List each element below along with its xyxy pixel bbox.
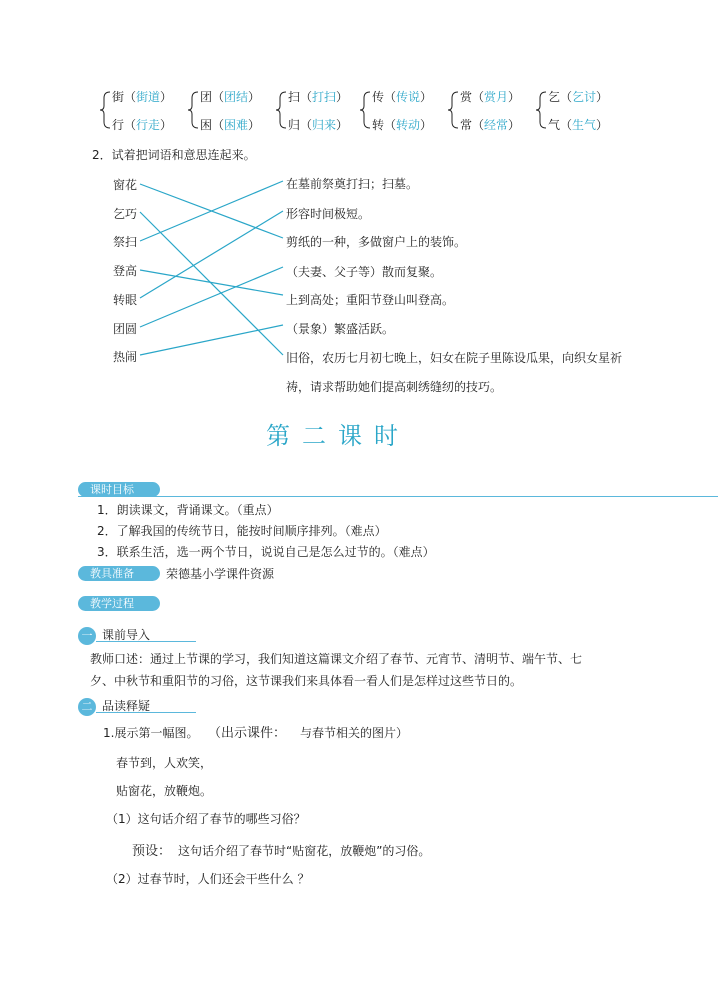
match-word: 团圆 — [113, 321, 138, 336]
process-label: 教学过程 — [78, 596, 160, 611]
top-word: 打扫 — [312, 90, 337, 104]
answer-label: 预设： — [132, 844, 172, 859]
prep-text: 荣德基小学课件资源 — [166, 567, 275, 581]
match-meaning: 形容时间极短。 — [286, 207, 371, 221]
objective-2: 2．了解我国的传统节日，能按时间顺序排列。（难点） — [97, 524, 387, 538]
top-word: 赏月 — [484, 90, 509, 104]
match-word: 乞巧 — [113, 206, 138, 221]
top-char: 传 — [372, 90, 385, 104]
word-pair-top: 乞（乞讨） — [548, 90, 609, 104]
bottom-word: 归来 — [312, 118, 337, 132]
bottom-char: 困 — [200, 118, 213, 132]
objectives-divider — [78, 496, 718, 497]
objective-3: 3．联系生活，选一两个节日，说说自己是怎么过节的。（难点） — [97, 545, 435, 559]
match-meaning: 旧俗，农历七月初七晚上，妇女在院子里陈设瓜果，向织女星祈 — [286, 351, 623, 365]
word-pair-bottom: 转（转动） — [372, 118, 433, 132]
section-1-line-2: 夕、中秋节和重阳节的习俗，这节课我们来具体看一看人们是怎样过这些节日的。 — [90, 674, 523, 688]
word-pair-top: 团（团结） — [200, 90, 261, 104]
match-line-renao — [140, 325, 283, 355]
word-pair-bottom: 归（归来） — [288, 118, 349, 132]
section-1-number: 一 — [78, 627, 96, 645]
bottom-word: 困难 — [224, 118, 249, 132]
match-word: 登高 — [113, 264, 138, 279]
word-pair-bottom: 行（行走） — [112, 118, 173, 132]
bottom-word: 生气 — [572, 118, 597, 132]
section-2-number: 二 — [78, 698, 96, 716]
objective-1: 1．朗读课文，背诵课文。（重点） — [97, 503, 279, 517]
match-word: 转眼 — [113, 292, 138, 307]
top-char: 扫 — [288, 90, 301, 104]
question-1: （1）这句话介绍了春节的哪些习俗？ — [106, 812, 306, 826]
word-pair-top: 街（街道） — [112, 90, 173, 104]
match-line-zhuanyan — [140, 211, 283, 298]
match-meaning: 祷，请求帮助她们提高刺绣缝纫的技巧。 — [286, 380, 503, 394]
match-word: 祭扫 — [113, 235, 138, 250]
word-pair-bottom: 常（经常） — [460, 118, 521, 132]
match-word: 窗花 — [113, 178, 138, 192]
match-meaning: 上到高处；重阳节登山叫登高。 — [286, 293, 455, 307]
word-pair-bottom: 困（困难） — [200, 118, 261, 132]
question-2-heading: 2．试着把词语和意思连起来。 — [92, 148, 256, 162]
bottom-word: 转动 — [396, 118, 421, 132]
match-meaning: 在墓前祭奠打扫；扫墓。 — [286, 177, 419, 191]
match-line-denggao — [140, 270, 283, 295]
match-line-tuanyuan — [140, 267, 283, 327]
bottom-char: 行 — [112, 118, 125, 132]
match-line-jisao — [140, 181, 283, 241]
top-char: 团 — [200, 90, 213, 104]
word-pair-bottom: 气（生气） — [548, 118, 609, 132]
top-char: 街 — [112, 90, 125, 104]
verse-line-2: 贴窗花，放鞭炮。 — [116, 784, 213, 798]
verse-line-1: 春节到，人欢笑， — [116, 756, 213, 770]
step-1-note-2: 与春节相关的图片） — [300, 726, 409, 740]
top-char: 赏 — [460, 90, 473, 104]
match-line-qiqiao — [140, 212, 283, 355]
step-1-note: （出示课件： — [208, 726, 287, 741]
bottom-word: 经常 — [484, 118, 509, 132]
match-word: 热闹 — [113, 350, 138, 365]
bottom-char: 转 — [372, 118, 385, 132]
bottom-char: 归 — [288, 118, 301, 132]
top-char: 乞 — [548, 90, 561, 104]
top-word: 乞讨 — [572, 90, 597, 104]
section-2-title: 品读释疑 — [102, 699, 151, 713]
top-word: 街道 — [136, 90, 161, 104]
word-pair-top: 传（传说） — [372, 90, 433, 104]
match-meaning: （夫妻、父子等）散而复聚。 — [286, 265, 443, 279]
top-word: 传说 — [396, 90, 421, 104]
top-word: 团结 — [224, 90, 249, 104]
word-pair-top: 赏（赏月） — [460, 90, 521, 104]
answer-text: 这句话介绍了春节时“贴窗花，放鞭炮”的习俗。 — [178, 844, 431, 858]
section-1-line-1: 教师口述：通过上节课的学习，我们知道这篇课文介绍了春节、元宵节、清明节、端午节、七 — [90, 652, 583, 666]
section-1-title: 课前导入 — [102, 628, 151, 642]
objectives-label: 课时目标 — [78, 482, 160, 497]
bottom-word: 行走 — [136, 118, 161, 132]
bottom-char: 常 — [460, 118, 473, 132]
word-pair-top: 扫（打扫） — [288, 90, 349, 104]
prep-label: 教具准备 — [78, 566, 160, 581]
question-2: （2）过春节时，人们还会干些什么 ？ — [106, 872, 310, 886]
lesson-title: 第二课时 — [266, 422, 410, 450]
step-1: 1.展示第一幅图。 — [103, 726, 199, 740]
match-meaning: 剪纸的一种，多做窗户上的装饰。 — [286, 235, 467, 249]
matching-lines — [0, 0, 722, 400]
match-meaning: （景象）繁盛活跃。 — [286, 322, 395, 336]
bottom-char: 气 — [548, 118, 561, 132]
